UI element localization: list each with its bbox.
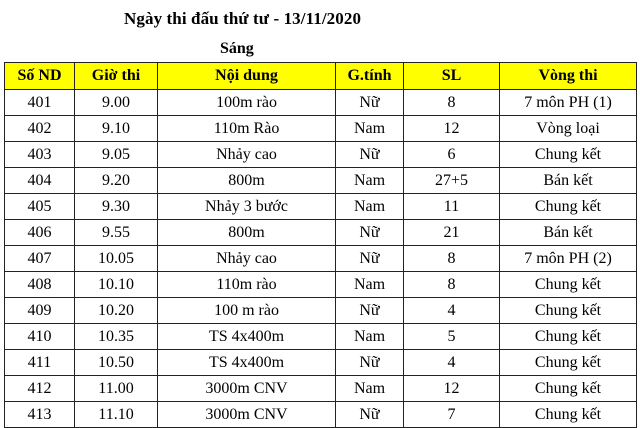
count-cell: 7 xyxy=(404,402,500,428)
round-cell: Chung kết xyxy=(500,402,637,428)
round-cell: Vòng loại xyxy=(500,116,637,142)
gender-cell: Nam xyxy=(336,272,404,298)
time-cell: 9.30 xyxy=(75,194,158,220)
round-cell: Bán kết xyxy=(500,220,637,246)
event-cell: TS 4x400m xyxy=(158,324,336,350)
table-row xyxy=(5,272,637,298)
time-cell: 10.20 xyxy=(75,298,158,324)
count-cell: 4 xyxy=(404,350,500,376)
event-cell: Nhảy cao xyxy=(158,246,336,272)
gender-cell: Nữ xyxy=(336,350,404,376)
table-row xyxy=(5,298,637,324)
table-row xyxy=(5,246,637,272)
event-number-cell: 403 xyxy=(5,142,75,168)
gender-cell: Nam xyxy=(336,116,404,142)
count-cell: 8 xyxy=(404,246,500,272)
gender-cell: Nam xyxy=(336,194,404,220)
time-cell: 10.50 xyxy=(75,350,158,376)
event-cell: 800m xyxy=(158,168,336,194)
count-cell: 21 xyxy=(404,220,500,246)
table-row xyxy=(5,90,637,116)
count-cell: 8 xyxy=(404,90,500,116)
table-row xyxy=(5,194,637,220)
header-count: SL xyxy=(404,63,500,90)
round-cell: Chung kết xyxy=(500,350,637,376)
gender-cell: Nữ xyxy=(336,246,404,272)
event-number-cell: 412 xyxy=(5,376,75,402)
count-cell: 12 xyxy=(404,116,500,142)
table-header-row xyxy=(5,63,637,90)
event-number-cell: 407 xyxy=(5,246,75,272)
round-cell: 7 môn PH (1) xyxy=(500,90,637,116)
event-number-cell: 410 xyxy=(5,324,75,350)
table-row xyxy=(5,220,637,246)
event-number-cell: 413 xyxy=(5,402,75,428)
event-number-cell: 411 xyxy=(5,350,75,376)
table-row xyxy=(5,350,637,376)
round-cell: Bán kết xyxy=(500,168,637,194)
header-round: Vòng thi xyxy=(500,63,637,90)
event-number-cell: 405 xyxy=(5,194,75,220)
table-row xyxy=(5,376,637,402)
count-cell: 27+5 xyxy=(404,168,500,194)
gender-cell: Nữ xyxy=(336,220,404,246)
gender-cell: Nữ xyxy=(336,298,404,324)
round-cell: Chung kết xyxy=(500,272,637,298)
table-row xyxy=(5,402,637,428)
event-cell: TS 4x400m xyxy=(158,350,336,376)
table-row xyxy=(5,324,637,350)
time-cell: 9.20 xyxy=(75,168,158,194)
count-cell: 11 xyxy=(404,194,500,220)
event-cell: 3000m CNV xyxy=(158,376,336,402)
time-cell: 9.10 xyxy=(75,116,158,142)
gender-cell: Nữ xyxy=(336,142,404,168)
gender-cell: Nam xyxy=(336,376,404,402)
event-number-cell: 404 xyxy=(5,168,75,194)
event-number-cell: 406 xyxy=(5,220,75,246)
table-body xyxy=(5,90,637,428)
count-cell: 12 xyxy=(404,376,500,402)
table-row xyxy=(5,142,637,168)
time-cell: 10.10 xyxy=(75,272,158,298)
event-number-cell: 409 xyxy=(5,298,75,324)
event-cell: 110m rào xyxy=(158,272,336,298)
time-cell: 9.00 xyxy=(75,90,158,116)
header-time: Giờ thi xyxy=(75,63,158,90)
round-cell: Chung kết xyxy=(500,298,637,324)
count-cell: 4 xyxy=(404,298,500,324)
count-cell: 5 xyxy=(404,324,500,350)
gender-cell: Nữ xyxy=(336,402,404,428)
header-gender: G.tính xyxy=(336,63,404,90)
gender-cell: Nam xyxy=(336,168,404,194)
round-cell: Chung kết xyxy=(500,194,637,220)
time-cell: 10.35 xyxy=(75,324,158,350)
round-cell: 7 môn PH (2) xyxy=(500,246,637,272)
count-cell: 6 xyxy=(404,142,500,168)
event-cell: 100 m rào xyxy=(158,298,336,324)
round-cell: Chung kết xyxy=(500,324,637,350)
event-cell: 100m rào xyxy=(158,90,336,116)
table-row xyxy=(5,168,637,194)
event-cell: Nhảy 3 bước xyxy=(158,194,336,220)
time-cell: 9.55 xyxy=(75,220,158,246)
event-cell: 3000m CNV xyxy=(158,402,336,428)
schedule-table xyxy=(4,62,637,428)
time-cell: 11.00 xyxy=(75,376,158,402)
event-number-cell: 408 xyxy=(5,272,75,298)
event-number-cell: 402 xyxy=(5,116,75,142)
gender-cell: Nữ xyxy=(336,90,404,116)
round-cell: Chung kết xyxy=(500,376,637,402)
round-cell: Chung kết xyxy=(500,142,637,168)
header-event-number: Số ND xyxy=(5,63,75,90)
table-row xyxy=(5,116,637,142)
count-cell: 8 xyxy=(404,272,500,298)
header-event: Nội dung xyxy=(158,63,336,90)
event-cell: 110m Rào xyxy=(158,116,336,142)
session-label: Sáng xyxy=(220,40,254,57)
page-title: Ngày thi đấu thứ tư - 13/11/2020 xyxy=(124,9,362,28)
event-cell: 800m xyxy=(158,220,336,246)
gender-cell: Nam xyxy=(336,324,404,350)
event-cell: Nhảy cao xyxy=(158,142,336,168)
event-number-cell: 401 xyxy=(5,90,75,116)
time-cell: 9.05 xyxy=(75,142,158,168)
time-cell: 10.05 xyxy=(75,246,158,272)
time-cell: 11.10 xyxy=(75,402,158,428)
